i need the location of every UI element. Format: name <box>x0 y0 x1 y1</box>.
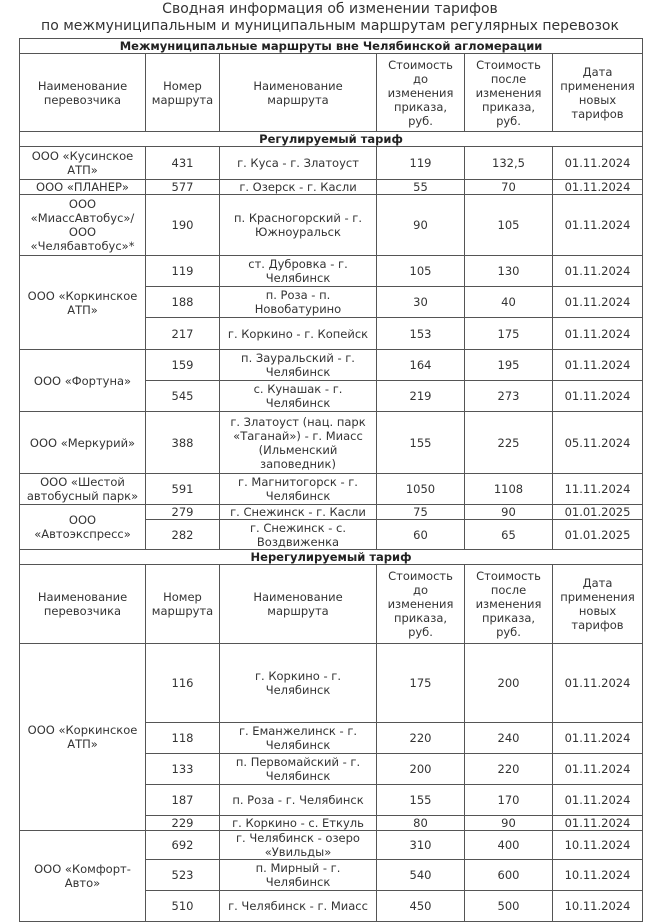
unregulated-label: Нерегулируемый тариф <box>20 550 643 565</box>
header-row <box>20 54 643 132</box>
table-row <box>20 474 643 505</box>
route-cell: п. Первомайский - г. Челябинск <box>220 754 377 785</box>
number-cell: 229 <box>146 816 220 831</box>
price-after-cell: 400 <box>465 831 553 860</box>
route-cell: г. Коркино - с. Еткуль <box>220 816 377 831</box>
page-title-line1: Сводная информация об изменении тарифов <box>162 1 498 17</box>
price-before-cell: 155 <box>377 785 465 816</box>
date-cell: 01.11.2024 <box>553 318 643 350</box>
table-row <box>20 831 643 860</box>
number-cell: 692 <box>146 831 220 860</box>
price-after-cell: 130 <box>465 256 553 287</box>
price-before-cell: 200 <box>377 754 465 785</box>
price-before-cell: 80 <box>377 816 465 831</box>
number-cell: 187 <box>146 785 220 816</box>
number-cell: 545 <box>146 381 220 412</box>
header-price-before: Стоимость до изменения приказа, руб. <box>377 54 465 132</box>
date-cell: 01.11.2024 <box>553 256 643 287</box>
route-cell: ст. Дубровка - г. Челябинск <box>220 256 377 287</box>
table-row <box>20 505 643 520</box>
header-price-after: Стоимость после изменения приказа, руб. <box>465 54 553 132</box>
carrier-cell: ООО «Меркурий» <box>20 412 146 474</box>
table-row <box>20 350 643 381</box>
date-cell: 10.11.2024 <box>553 891 643 922</box>
route-cell: г. Коркино - г. Копейск <box>220 318 377 350</box>
price-before-cell: 164 <box>377 350 465 381</box>
header-date: Дата применения новых тарифов <box>553 565 643 644</box>
date-cell: 01.11.2024 <box>553 180 643 195</box>
route-cell: г. Челябинск - озеро «Увильды» <box>220 831 377 860</box>
route-cell: п. Роза - г. Челябинск <box>220 785 377 816</box>
header-price-after: Стоимость после изменения приказа, руб. <box>465 565 553 644</box>
route-cell: г. Куса - г. Златоуст <box>220 147 377 180</box>
header-number: Номер маршрута <box>146 565 220 644</box>
number-cell: 119 <box>146 256 220 287</box>
number-cell: 118 <box>146 723 220 754</box>
regulated-label: Регулируемый тариф <box>20 132 643 147</box>
price-after-cell: 70 <box>465 180 553 195</box>
price-after-cell: 90 <box>465 505 553 520</box>
price-after-cell: 225 <box>465 412 553 474</box>
carrier-cell: ООО «МиассАвтобус»/ ООО «Челябавтобус»* <box>20 195 146 256</box>
price-before-cell: 90 <box>377 195 465 256</box>
route-cell: г. Еманжелинск - г. Челябинск <box>220 723 377 754</box>
header-number: Номер маршрута <box>146 54 220 132</box>
price-after-cell: 500 <box>465 891 553 922</box>
table-row <box>20 180 643 195</box>
date-cell: 01.01.2025 <box>553 520 643 550</box>
price-before-cell: 450 <box>377 891 465 922</box>
number-cell: 279 <box>146 505 220 520</box>
table-row <box>20 147 643 180</box>
number-cell: 388 <box>146 412 220 474</box>
price-after-cell: 170 <box>465 785 553 816</box>
route-cell: п. Зауральский - г. Челябинск <box>220 350 377 381</box>
date-cell: 01.11.2024 <box>553 644 643 723</box>
date-cell: 01.01.2025 <box>553 505 643 520</box>
price-before-cell: 153 <box>377 318 465 350</box>
header-route: Наименование маршрута <box>220 54 377 132</box>
price-before-cell: 310 <box>377 831 465 860</box>
price-after-cell: 273 <box>465 381 553 412</box>
price-after-cell: 220 <box>465 754 553 785</box>
number-cell: 591 <box>146 474 220 505</box>
number-cell: 431 <box>146 147 220 180</box>
date-cell: 01.11.2024 <box>553 754 643 785</box>
number-cell: 510 <box>146 891 220 922</box>
price-before-cell: 55 <box>377 180 465 195</box>
carrier-cell: ООО «Шестой автобусный парк» <box>20 474 146 505</box>
route-cell: п. Красногорский - г. Южноуральск <box>220 195 377 256</box>
price-before-cell: 220 <box>377 723 465 754</box>
price-before-cell: 219 <box>377 381 465 412</box>
header-date: Дата применения новых тарифов <box>553 54 643 132</box>
route-cell: г. Магнитогорск - г. Челябинск <box>220 474 377 505</box>
date-cell: 10.11.2024 <box>553 831 643 860</box>
carrier-cell: ООО «Фортуна» <box>20 350 146 412</box>
number-cell: 523 <box>146 860 220 891</box>
price-after-cell: 240 <box>465 723 553 754</box>
number-cell: 133 <box>146 754 220 785</box>
number-cell: 577 <box>146 180 220 195</box>
page-title-line2: по межмуниципальным и муниципальным маршрутам регулярных перевозок <box>41 18 619 34</box>
table-row <box>20 644 643 723</box>
number-cell: 217 <box>146 318 220 350</box>
date-cell: 01.11.2024 <box>553 723 643 754</box>
price-before-cell: 540 <box>377 860 465 891</box>
carrier-cell: ООО «ПЛАНЕР» <box>20 180 146 195</box>
date-cell: 01.11.2024 <box>553 816 643 831</box>
table-row <box>20 256 643 287</box>
carrier-cell: ООО «Коркинское АТП» <box>20 256 146 350</box>
header-route: Наименование маршрута <box>220 565 377 644</box>
price-before-cell: 1050 <box>377 474 465 505</box>
date-cell: 01.11.2024 <box>553 195 643 256</box>
price-before-cell: 105 <box>377 256 465 287</box>
page-title <box>0 0 660 35</box>
price-after-cell: 1108 <box>465 474 553 505</box>
number-cell: 159 <box>146 350 220 381</box>
route-cell: г. Снежинск - с. Воздвиженка <box>220 520 377 550</box>
carrier-cell: ООО «Коркинское АТП» <box>20 644 146 831</box>
header-carrier: Наименование перевозчика <box>20 565 146 644</box>
route-cell: п. Мирный - г. Челябинск <box>220 860 377 891</box>
section-title: Межмуниципальные маршруты вне Челябинской агломерации <box>20 39 643 54</box>
route-cell: г. Коркино - г. Челябинск <box>220 644 377 723</box>
price-after-cell: 600 <box>465 860 553 891</box>
price-after-cell: 132,5 <box>465 147 553 180</box>
number-cell: 190 <box>146 195 220 256</box>
price-before-cell: 175 <box>377 644 465 723</box>
price-before-cell: 75 <box>377 505 465 520</box>
regulated-label-row <box>20 132 643 147</box>
route-cell: г. Озерск - г. Касли <box>220 180 377 195</box>
table-row <box>20 195 643 256</box>
price-after-cell: 65 <box>465 520 553 550</box>
price-after-cell: 175 <box>465 318 553 350</box>
header-price-before: Стоимость до изменения приказа, руб. <box>377 565 465 644</box>
number-cell: 188 <box>146 287 220 318</box>
header-row-2 <box>20 565 643 644</box>
carrier-cell: ООО «Кусинское АТП» <box>20 147 146 180</box>
price-after-cell: 40 <box>465 287 553 318</box>
header-carrier: Наименование перевозчика <box>20 54 146 132</box>
price-after-cell: 105 <box>465 195 553 256</box>
route-cell: с. Кунашак - г. Челябинск <box>220 381 377 412</box>
price-before-cell: 155 <box>377 412 465 474</box>
route-cell: г. Челябинск - г. Миасс <box>220 891 377 922</box>
price-after-cell: 200 <box>465 644 553 723</box>
tariff-table <box>19 38 643 922</box>
date-cell: 01.11.2024 <box>553 350 643 381</box>
price-after-cell: 195 <box>465 350 553 381</box>
date-cell: 01.11.2024 <box>553 785 643 816</box>
date-cell: 01.11.2024 <box>553 287 643 318</box>
date-cell: 10.11.2024 <box>553 860 643 891</box>
carrier-cell: ООО «Комфорт-Авто» <box>20 831 146 922</box>
route-cell: г. Златоуст (нац. парк «Таганай») - г. Миасс (Ильменский заповедник) <box>220 412 377 474</box>
price-after-cell: 90 <box>465 816 553 831</box>
price-before-cell: 60 <box>377 520 465 550</box>
unregulated-label-row <box>20 550 643 565</box>
price-before-cell: 30 <box>377 287 465 318</box>
route-cell: п. Роза - п. Новобатурино <box>220 287 377 318</box>
price-before-cell: 119 <box>377 147 465 180</box>
date-cell: 01.11.2024 <box>553 381 643 412</box>
date-cell: 05.11.2024 <box>553 412 643 474</box>
route-cell: г. Снежинск - г. Касли <box>220 505 377 520</box>
number-cell: 116 <box>146 644 220 723</box>
date-cell: 11.11.2024 <box>553 474 643 505</box>
date-cell: 01.11.2024 <box>553 147 643 180</box>
carrier-cell: ООО «Автоэкспресс» <box>20 505 146 550</box>
number-cell: 282 <box>146 520 220 550</box>
section-title-row <box>20 39 643 54</box>
table-row <box>20 412 643 474</box>
